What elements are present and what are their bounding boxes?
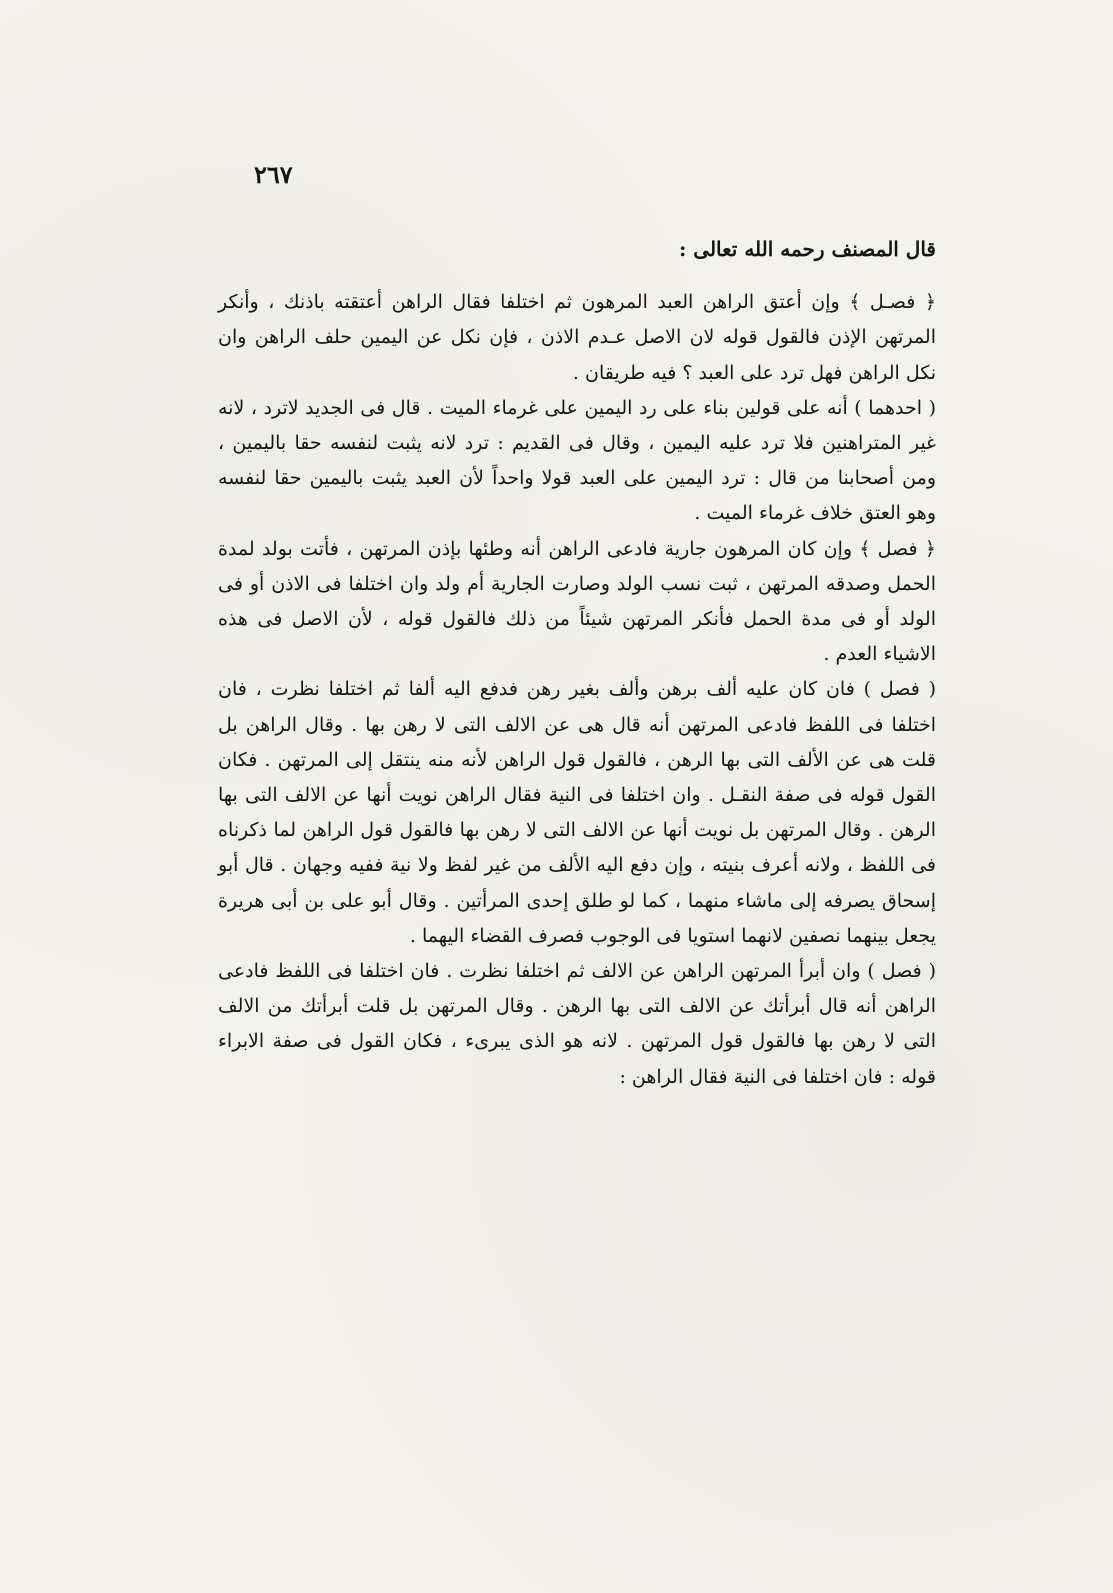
paragraph-1: ﴿ فصـل ﴾ وإن أعتق الراهن العبد المرهون ثم اختلفا فقال الراهن أعتقته باذنك ، وأنكر المرتهن الإذن فالقول قوله لان الاصل عـدم الاذن ، فإن نكل عن اليمين حلف الراهن وان نكل الراهن فهل ترد على العبد ؟ فيه طريقان . [218, 291, 936, 384]
page-number: ٢٦٧ [254, 160, 293, 189]
section-heading: قال المصنف رحمه الله تعالى : [678, 237, 936, 261]
text-body [218, 232, 936, 1095]
paragraph-5: ( فصل ) وان أبرأ المرتهن الراهن عن الالف ثم اختلفا نظرت . فان اختلفا فى اللفظ فادعى الراهن أنه قال أبرأتك عن الالف التى بها الرهن . وقال المرتهن بل قلت أبرأتك من الالف التى لا رهن بها فالقول قول المرتهن . لانه هو الذى يبرىء ، فكان القول فى صفة الابراء قوله : فان اختلفا فى النية فقال الراهن : [218, 960, 936, 1088]
paragraph-2: ( احدهما ) أنه على قولين بناء على رد اليمين على غرماء الميت . قال فى الجديد لاترد ، لانه غير المتراهنين فلا ترد عليه اليمين ، وقال فى القديم : ترد لانه يثبت لنفسه حقا باليمين ، ومن أصحابنا من قال : ترد اليمين على العبد قولا واحداً لأن العبد يثبت باليمين حقا لنفسه وهو العتق خلاف غرماء الميت . [218, 396, 936, 525]
paragraph-3: ﴿ فصل ﴾ وإن كان المرهون جارية فادعى الراهن أنه وطئها بإذن المرتهن ، فأتت بولد لمدة الحمل وصدقه المرتهن ، ثبت نسب الولد وصارت الجارية أم ولد وان اختلفا فى الاذن أو فى الولد أو فى مدة الحمل فأنكر المرتهن شيئاً من ذلك فالقول قوله ، لأن الاصل فى هذه الاشياء العدم . [218, 537, 936, 666]
paragraph-4: ( فصل ) فان كان عليه ألف برهن وألف بغير رهن فدفع اليه ألفا ثم اختلفا نظرت ، فان اختلفا فى اللفظ فادعى المرتهن أنه قال هى عن الالف التى لا رهن بها . وقال الراهن بل قلت هى عن الألف التى بها الرهن ، فالقول قول الراهن لأنه منه ينتقل إلى المرتهن . فكان القول قوله فى صفة النقـل . وان اختلفا فى النية فقال الراهن نويت أنها عن الالف التى بها الرهن . وقال المرتهن بل نويت أنها عن الالف التى لا رهن بها فالقول قول الراهن لما ذكرناه فى اللفظ ، ولانه أعرف بنيته ، وإن دفع اليه الألف من غير لفظ ولا نية ففيه وجهان . قال أبو إسحاق يصرفه إلى ماشاء منهما ، كما لو طلق إحدى المرأتين . وقال أبو على بن أبى هريرة يجعل بينهما نصفين لانهما استويا فى الوجوب فصرف القضاء اليهما . [218, 678, 936, 947]
